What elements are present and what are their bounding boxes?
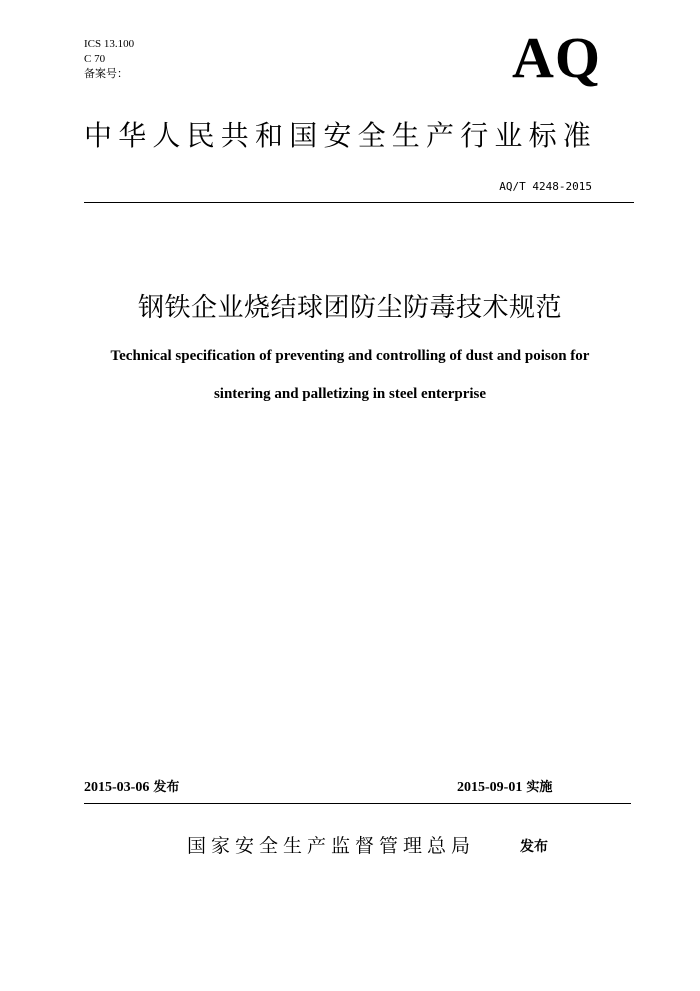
publish-date-block [84, 778, 179, 798]
implement-date: 2015-09-01 [457, 780, 523, 795]
header-divider [84, 202, 634, 203]
implement-date-block [457, 778, 552, 798]
publish-label: 发布 [153, 780, 180, 795]
aq-logo: AQ [512, 25, 601, 90]
ccs-code: C 70 [84, 53, 106, 65]
footer-divider [84, 803, 631, 804]
standard-number: AQ/T 4248-2015 [499, 180, 592, 193]
issuing-action: 发布 [520, 839, 548, 855]
document-title-english-line1: Technical specification of preventing and controlling of dust and poison for [110, 348, 590, 364]
document-title-chinese: 钢铁企业烧结球团防尘防毒技术规范 [137, 293, 562, 323]
issuing-authority: 国家安全生产监督管理总局 [187, 835, 476, 857]
ics-code: ICS 13.100 [84, 38, 135, 50]
implement-label: 实施 [526, 780, 553, 795]
classification-block [84, 37, 134, 82]
publish-date: 2015-03-06 [84, 780, 150, 795]
record-number-label: 备案号： [84, 68, 128, 80]
standard-category-title: 中华人民共和国安全生产行业标准 [84, 119, 598, 152]
document-title-english-line2: sintering and palletizing in steel enterprise [213, 386, 487, 402]
